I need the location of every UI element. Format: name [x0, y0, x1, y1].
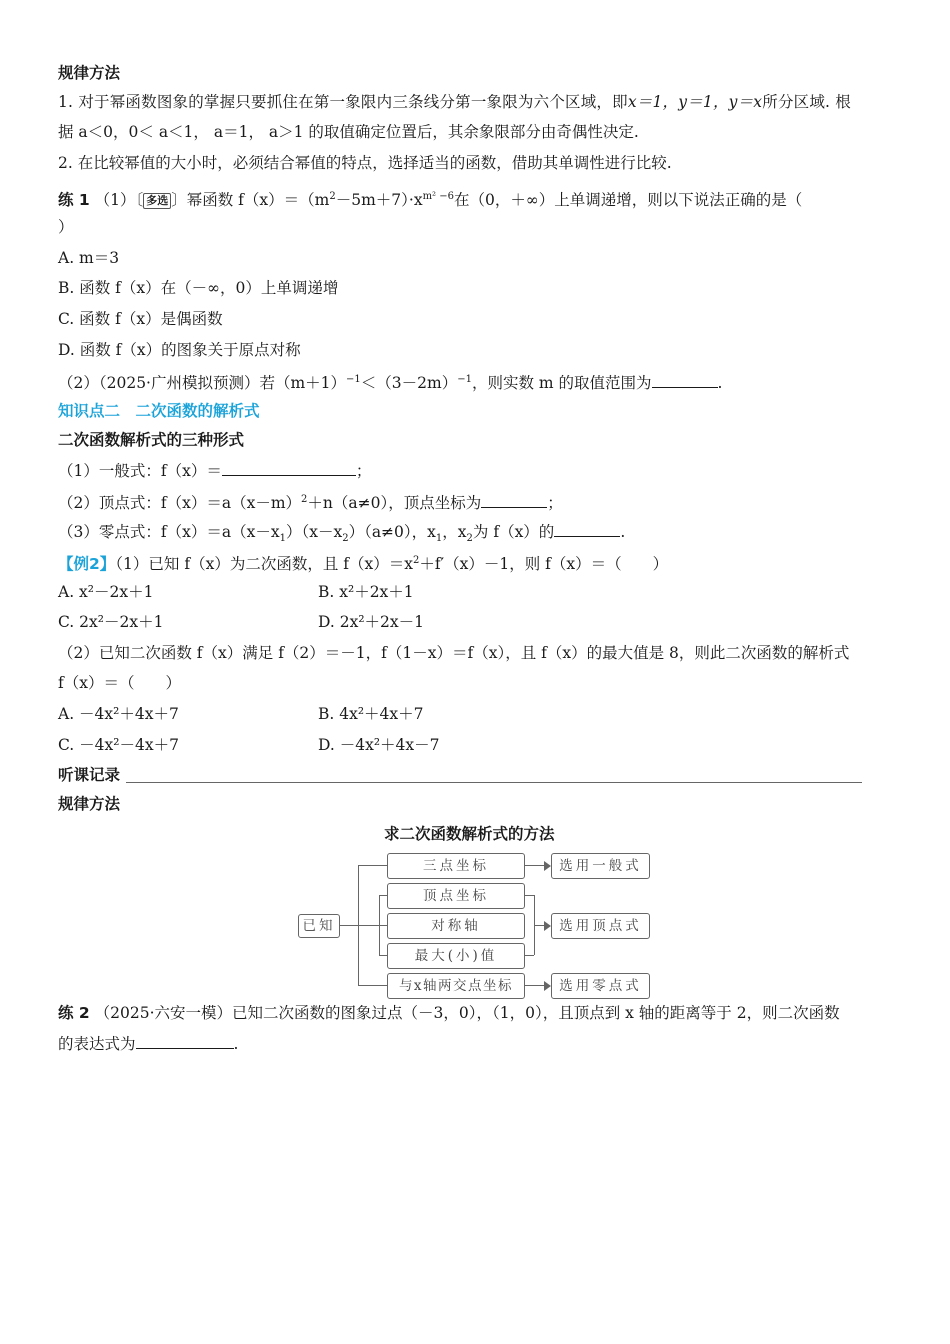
- method-paragraph-2: 2. 在比较幂值的大小时，必须结合幂值的特点，选择适当的函数，借助其单调性进行比较.: [58, 154, 672, 172]
- text: （2）（2025·广州模拟预测）若（m＋1）: [58, 374, 347, 393]
- exercise-1-question: [58, 186, 802, 211]
- exercise-1-close-paren: ）: [58, 218, 74, 236]
- option-a: A. m＝3: [58, 249, 120, 267]
- text: （2）顶点式：f（x）＝a（x－m）: [58, 494, 302, 513]
- form-general: [58, 459, 371, 482]
- answer-blank[interactable]: [481, 491, 547, 508]
- text: ，则实数 m 的取值范围为: [471, 374, 652, 393]
- arrow-line: [524, 985, 546, 986]
- use-vertex-box: 选用顶点式: [551, 913, 650, 939]
- option-a: A. －4x²＋4x＋7: [58, 705, 179, 723]
- option-a: A. x²－2x＋1: [58, 583, 154, 601]
- option-b: B. x²＋2x＋1: [318, 583, 414, 601]
- superscript: m² −6: [422, 191, 454, 202]
- three-points-box: 三点坐标: [387, 853, 525, 879]
- option-b: B. 函数 f（x）在（－∞，0）上单调递增: [58, 279, 339, 297]
- use-general-box: 选用一般式: [551, 853, 650, 879]
- text: ）（a≠0），x: [348, 523, 436, 541]
- diagram-title: 求二次函数解析式的方法: [384, 825, 555, 843]
- math: x＝1，y＝1，y＝x: [627, 93, 763, 111]
- text: 1. 对于幂函数图象的掌握只要抓住在第一象限内三条线分第一象限为六个区域，即: [58, 93, 628, 111]
- answer-blank[interactable]: [554, 520, 620, 537]
- superscript: −1: [346, 374, 361, 385]
- answer-blank[interactable]: [222, 459, 356, 476]
- text: （2025·六安一模）已知二次函数的图象过点（－3，0），（1，0），且顶点到 x 轴的距离等于 2，则二次函数: [94, 1004, 840, 1022]
- answer-blank[interactable]: [136, 1032, 234, 1049]
- option-c: C. 函数 f（x）是偶函数: [58, 310, 223, 328]
- example-2-question-2-cont: f（x）＝（ ）: [58, 674, 181, 692]
- connector: [379, 895, 387, 896]
- subheading: 二次函数解析式的三种形式: [58, 431, 245, 449]
- text: 为 f（x）的: [472, 523, 555, 541]
- answer-blank[interactable]: [652, 371, 718, 388]
- text: .: [233, 1035, 239, 1053]
- text: ＋n（a≠0），顶点坐标为: [307, 494, 482, 513]
- vertex-box: 顶点坐标: [387, 883, 525, 909]
- text: 的表达式为: [58, 1035, 136, 1053]
- intersections-box: 与x轴两交点坐标: [387, 973, 525, 999]
- connector: [339, 925, 358, 926]
- text: 所分区域. 根: [762, 93, 852, 111]
- superscript: −1: [457, 374, 472, 385]
- method-paragraph-1: [58, 91, 851, 113]
- connector: [358, 865, 387, 866]
- multi-select-tag: 多选: [143, 193, 171, 209]
- arrow-line: [524, 865, 546, 866]
- exercise-2-question-cont: [58, 1032, 238, 1055]
- use-zero-box: 选用零点式: [551, 973, 650, 999]
- subscript: 1: [435, 533, 443, 545]
- example-label: 【例2】: [58, 555, 116, 574]
- example-2-question-1: [58, 550, 668, 575]
- notes-line[interactable]: [126, 782, 862, 783]
- option-c: C. 2x²－2x＋1: [58, 613, 164, 631]
- text: （1）已知 f（x）为二次函数，且 f（x）＝x: [115, 555, 413, 574]
- form-zero: [58, 520, 625, 550]
- connector: [358, 985, 387, 986]
- option-d: D. 函数 f（x）的图象关于原点对称: [58, 341, 301, 359]
- text: .: [620, 523, 626, 541]
- known-box: 已知: [298, 914, 340, 938]
- method-paragraph-1-cont: 据 a＜0，0＜ a＜1， a＝1， a＞1 的取值确定位置后，其余象限部分由奇偶性决定.: [58, 123, 639, 141]
- example-2-question-2: （2）已知二次函数 f（x）满足 f（2）＝－1，f（1－x）＝f（x），且 f（x）的最大值是 8，则此二次函数的解析式: [58, 644, 850, 662]
- exercise-2-question: [58, 1002, 840, 1024]
- text: ；: [355, 462, 372, 480]
- superscript: 2: [412, 555, 420, 566]
- connector: [524, 955, 534, 956]
- connector: [379, 955, 387, 956]
- option-row: [58, 611, 658, 633]
- text: ＜（3－2m）: [360, 374, 458, 393]
- text: （3）零点式：f（x）＝a（x－x: [58, 523, 280, 541]
- exercise-label: 练 1: [58, 191, 90, 210]
- superscript: 2: [329, 191, 336, 202]
- subscript: 2: [342, 533, 349, 545]
- connector: [379, 895, 380, 955]
- option-row: [58, 703, 658, 725]
- text: －5m＋7）·x: [335, 191, 423, 210]
- connector: [524, 895, 534, 896]
- text: .: [717, 374, 723, 393]
- form-vertex: [58, 489, 563, 514]
- exercise-label: 练 2: [58, 1004, 90, 1022]
- connector: [358, 925, 387, 926]
- knowledge-point-heading: 知识点二 二次函数的解析式: [58, 402, 260, 420]
- notes-label: 听课记录: [58, 766, 121, 784]
- section-heading: 规律方法: [58, 795, 121, 813]
- text: （1）〔: [94, 191, 144, 210]
- text: （1）一般式：f（x）＝: [58, 462, 222, 480]
- maxmin-box: 最大(小)值: [387, 943, 525, 969]
- axis-box: 对称轴: [387, 913, 525, 939]
- text: ；: [547, 494, 563, 513]
- text: ）（x－x: [285, 523, 343, 541]
- text: 〕幂函数 f（x）＝（m: [171, 191, 330, 210]
- text: 在（0，＋∞）上单调递增，则以下说法正确的是（: [454, 191, 803, 210]
- option-d: D. －4x²＋4x－7: [318, 736, 440, 754]
- subscript: 1: [279, 533, 286, 545]
- option-row: [58, 734, 658, 756]
- option-b: B. 4x²＋4x＋7: [318, 705, 424, 723]
- text: ＋f′（x）－1，则 f（x）＝（ ）: [419, 555, 669, 574]
- option-row: [58, 581, 658, 603]
- section-heading: 规律方法: [58, 64, 121, 82]
- subscript: 2: [466, 533, 473, 545]
- option-d: D. 2x²＋2x－1: [318, 613, 425, 631]
- superscript: 2: [301, 494, 308, 505]
- option-c: C. －4x²－4x＋7: [58, 736, 179, 754]
- exercise-1-part-2: [58, 369, 722, 394]
- text: ，x: [442, 523, 467, 541]
